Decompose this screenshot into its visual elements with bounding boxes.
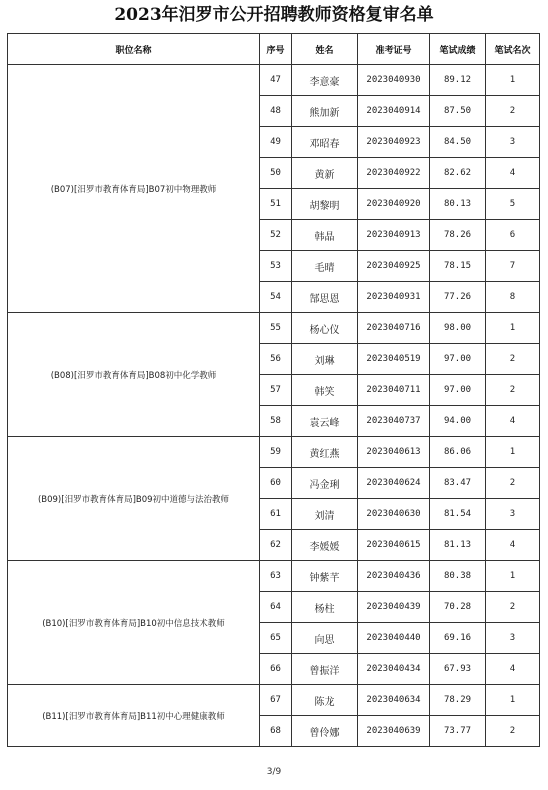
score-cell: 83.47 [430, 468, 486, 499]
name-cell: 冯金琍 [292, 468, 358, 499]
header-name: 姓名 [292, 34, 358, 65]
rank-cell: 4 [486, 406, 540, 437]
index-cell: 51 [260, 189, 292, 220]
table-row [8, 685, 540, 716]
name-cell: 胡黎明 [292, 189, 358, 220]
score-cell: 78.26 [430, 220, 486, 251]
index-cell: 61 [260, 499, 292, 530]
rank-cell: 2 [486, 468, 540, 499]
index-cell: 55 [260, 313, 292, 344]
exam-number-cell: 2023040439 [358, 592, 430, 623]
score-cell: 81.54 [430, 499, 486, 530]
score-cell: 94.00 [430, 406, 486, 437]
index-cell: 63 [260, 561, 292, 592]
score-cell: 73.77 [430, 716, 486, 747]
score-cell: 97.00 [430, 344, 486, 375]
name-cell: 郜思恩 [292, 282, 358, 313]
exam-number-cell: 2023040931 [358, 282, 430, 313]
header-position: 职位名称 [8, 34, 260, 65]
header-exam-number: 准考证号 [358, 34, 430, 65]
table-row [8, 561, 540, 592]
index-cell: 62 [260, 530, 292, 561]
table-body [8, 65, 540, 747]
index-cell: 65 [260, 623, 292, 654]
table-header-row [8, 34, 540, 65]
score-cell: 89.12 [430, 65, 486, 96]
position-cell: (B07)[汨罗市教育体育局]B07初中物理教师 [8, 65, 260, 313]
rank-cell: 3 [486, 127, 540, 158]
index-cell: 53 [260, 251, 292, 282]
index-cell: 47 [260, 65, 292, 96]
index-cell: 57 [260, 375, 292, 406]
page-title: 2023年汨罗市公开招聘教师资格复审名单 [114, 5, 434, 25]
name-cell: 杨柱 [292, 592, 358, 623]
rank-cell: 8 [486, 282, 540, 313]
score-cell: 70.28 [430, 592, 486, 623]
name-cell: 曾伶娜 [292, 716, 358, 747]
index-cell: 49 [260, 127, 292, 158]
rank-cell: 7 [486, 251, 540, 282]
name-cell: 韩晶 [292, 220, 358, 251]
score-cell: 97.00 [430, 375, 486, 406]
name-cell: 刘清 [292, 499, 358, 530]
name-cell: 曾振洋 [292, 654, 358, 685]
exam-number-cell: 2023040922 [358, 158, 430, 189]
header-rank: 笔试名次 [486, 34, 540, 65]
exam-number-cell: 2023040613 [358, 437, 430, 468]
exam-number-cell: 2023040519 [358, 344, 430, 375]
score-cell: 87.50 [430, 96, 486, 127]
exam-number-cell: 2023040914 [358, 96, 430, 127]
rank-cell: 3 [486, 623, 540, 654]
exam-number-cell: 2023040639 [358, 716, 430, 747]
name-cell: 袁云峰 [292, 406, 358, 437]
rank-cell: 4 [486, 158, 540, 189]
exam-number-cell: 2023040440 [358, 623, 430, 654]
index-cell: 58 [260, 406, 292, 437]
exam-number-cell: 2023040634 [358, 685, 430, 716]
name-cell: 向思 [292, 623, 358, 654]
index-cell: 64 [260, 592, 292, 623]
exam-number-cell: 2023040436 [358, 561, 430, 592]
rank-cell: 2 [486, 592, 540, 623]
exam-number-cell: 2023040434 [358, 654, 430, 685]
name-cell: 黄红燕 [292, 437, 358, 468]
position-cell: (B10)[汨罗市教育体育局]B10初中信息技术教师 [8, 561, 260, 685]
exam-number-cell: 2023040913 [358, 220, 430, 251]
rank-cell: 2 [486, 716, 540, 747]
score-cell: 80.13 [430, 189, 486, 220]
name-cell: 毛晴 [292, 251, 358, 282]
name-cell: 李媛媛 [292, 530, 358, 561]
name-cell: 陈龙 [292, 685, 358, 716]
score-cell: 77.26 [430, 282, 486, 313]
name-cell: 邓昭春 [292, 127, 358, 158]
index-cell: 48 [260, 96, 292, 127]
rank-cell: 1 [486, 437, 540, 468]
rank-cell: 1 [486, 685, 540, 716]
name-cell: 刘琳 [292, 344, 358, 375]
position-cell: (B11)[汨罗市教育体育局]B11初中心理健康教师 [8, 685, 260, 747]
exam-number-cell: 2023040711 [358, 375, 430, 406]
score-cell: 78.15 [430, 251, 486, 282]
index-cell: 66 [260, 654, 292, 685]
exam-number-cell: 2023040716 [358, 313, 430, 344]
index-cell: 54 [260, 282, 292, 313]
name-cell: 李意豪 [292, 65, 358, 96]
table-row [8, 313, 540, 344]
rank-cell: 2 [486, 375, 540, 406]
score-cell: 84.50 [430, 127, 486, 158]
page-number: 3/9 [266, 767, 282, 777]
score-cell: 80.38 [430, 561, 486, 592]
rank-cell: 1 [486, 561, 540, 592]
index-cell: 56 [260, 344, 292, 375]
index-cell: 67 [260, 685, 292, 716]
rank-cell: 3 [486, 499, 540, 530]
exam-number-cell: 2023040923 [358, 127, 430, 158]
position-cell: (B08)[汨罗市教育体育局]B08初中化学教师 [8, 313, 260, 437]
exam-number-cell: 2023040737 [358, 406, 430, 437]
review-list-table [7, 33, 540, 747]
score-cell: 78.29 [430, 685, 486, 716]
score-cell: 86.06 [430, 437, 486, 468]
name-cell: 钟紫芊 [292, 561, 358, 592]
exam-number-cell: 2023040920 [358, 189, 430, 220]
table-row [8, 65, 540, 96]
name-cell: 韩笑 [292, 375, 358, 406]
exam-number-cell: 2023040630 [358, 499, 430, 530]
rank-cell: 1 [486, 313, 540, 344]
score-cell: 67.93 [430, 654, 486, 685]
exam-number-cell: 2023040624 [358, 468, 430, 499]
rank-cell: 1 [486, 65, 540, 96]
exam-number-cell: 2023040930 [358, 65, 430, 96]
position-cell: (B09)[汨罗市教育体育局]B09初中道德与法治教师 [8, 437, 260, 561]
table-row [8, 437, 540, 468]
rank-cell: 4 [486, 530, 540, 561]
header-score: 笔试成绩 [430, 34, 486, 65]
exam-number-cell: 2023040615 [358, 530, 430, 561]
score-cell: 82.62 [430, 158, 486, 189]
index-cell: 60 [260, 468, 292, 499]
rank-cell: 2 [486, 96, 540, 127]
name-cell: 黄新 [292, 158, 358, 189]
index-cell: 52 [260, 220, 292, 251]
index-cell: 50 [260, 158, 292, 189]
score-cell: 98.00 [430, 313, 486, 344]
rank-cell: 4 [486, 654, 540, 685]
rank-cell: 6 [486, 220, 540, 251]
rank-cell: 2 [486, 344, 540, 375]
name-cell: 熊加新 [292, 96, 358, 127]
score-cell: 81.13 [430, 530, 486, 561]
exam-number-cell: 2023040925 [358, 251, 430, 282]
index-cell: 68 [260, 716, 292, 747]
score-cell: 69.16 [430, 623, 486, 654]
name-cell: 杨心仪 [292, 313, 358, 344]
rank-cell: 5 [486, 189, 540, 220]
header-index: 序号 [260, 34, 292, 65]
index-cell: 59 [260, 437, 292, 468]
